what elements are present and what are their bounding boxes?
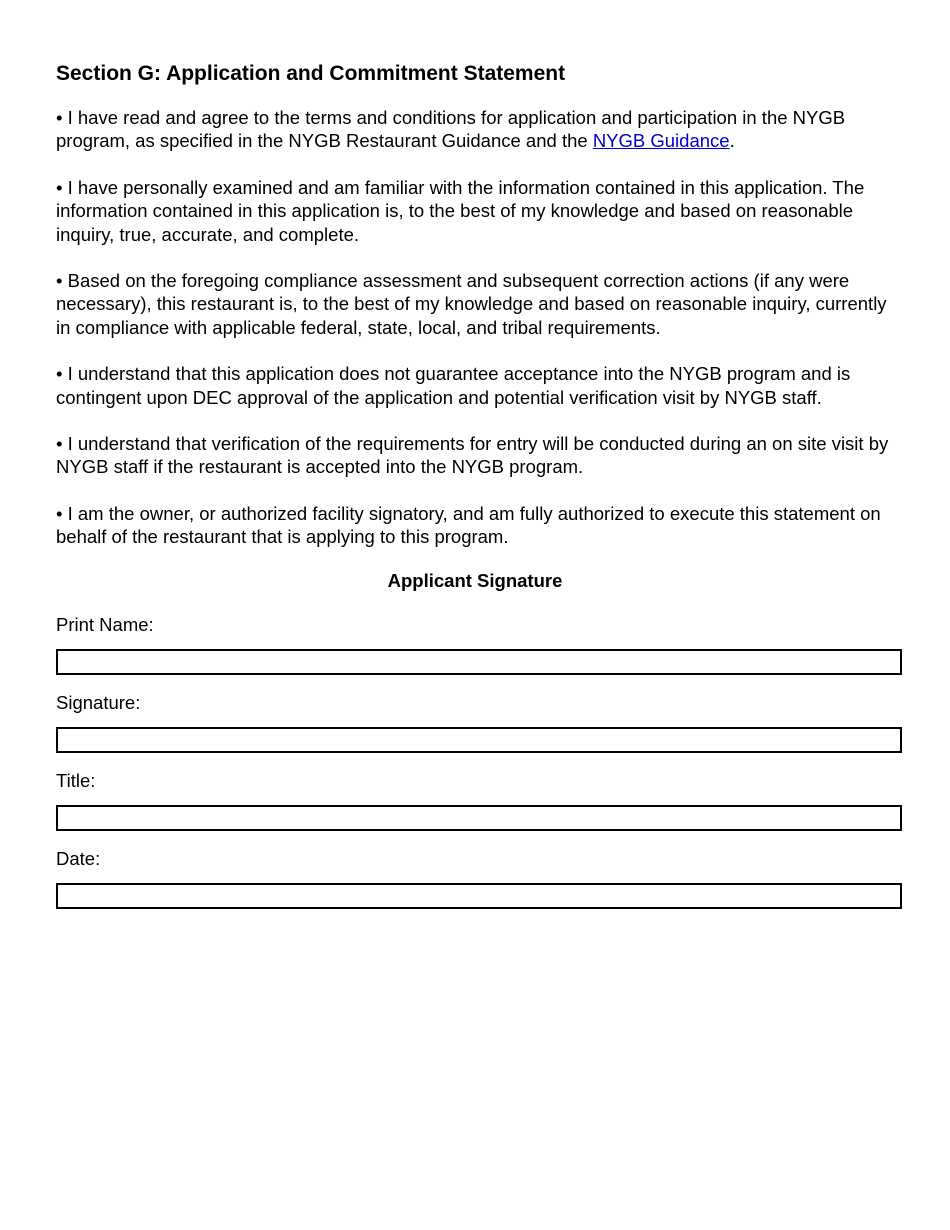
statement-text: • I have read and agree to the terms and conditions for application and participation in the NYGB program, as specified in the NYGB Restaurant Guidance and the: [56, 107, 846, 152]
section-title: Section G: Application and Commitment Statement: [56, 62, 566, 85]
print-name-label: Print Name:: [56, 614, 154, 635]
commitment-statements: [56, 106, 896, 572]
signature-input[interactable]: [56, 727, 902, 753]
statement-authorized-signatory: • I am the owner, or authorized facility signatory, and am fully authorized to execute this statement on behalf of the restaurant that is applying to this program.: [56, 502, 881, 548]
statement-text: .: [729, 130, 735, 152]
statement-verification-visit: • I understand that verification of the requirements for entry will be conducted during an on site visit by NYGB staff if the restaurant is accepted into the NYGB program.: [56, 433, 889, 478]
print-name-input[interactable]: [56, 649, 902, 675]
title-label: Title:: [56, 770, 96, 791]
nygb-guidance-link[interactable]: NYGB Guidance: [592, 130, 730, 152]
signature-label: Signature:: [56, 692, 141, 713]
applicant-signature-heading: Applicant Signature: [387, 570, 563, 591]
date-label: Date:: [56, 848, 101, 869]
statement-no-guarantee: • I understand that this application does not guarantee acceptance into the NYGB program and is contingent upon DEC approval of the application and potential verification visit by NYGB staff.: [56, 363, 851, 408]
statement-information-accuracy: • I have personally examined and am familiar with the information contained in this application. The information contained in this application is, to the best of my knowledge and based on reasonable inquiry, true, accurate, and complete.: [56, 176, 865, 245]
date-input[interactable]: [56, 883, 902, 909]
statement-compliance: • Based on the foregoing compliance assessment and subsequent correction actions (if any were necessary), this restaurant is, to the best of my knowledge and based on reasonable inquiry, currently in compliance with applicable federal, state, local, and tribal requirements.: [56, 270, 887, 338]
title-input[interactable]: [56, 805, 902, 831]
statement-terms-agreement: [56, 106, 896, 153]
